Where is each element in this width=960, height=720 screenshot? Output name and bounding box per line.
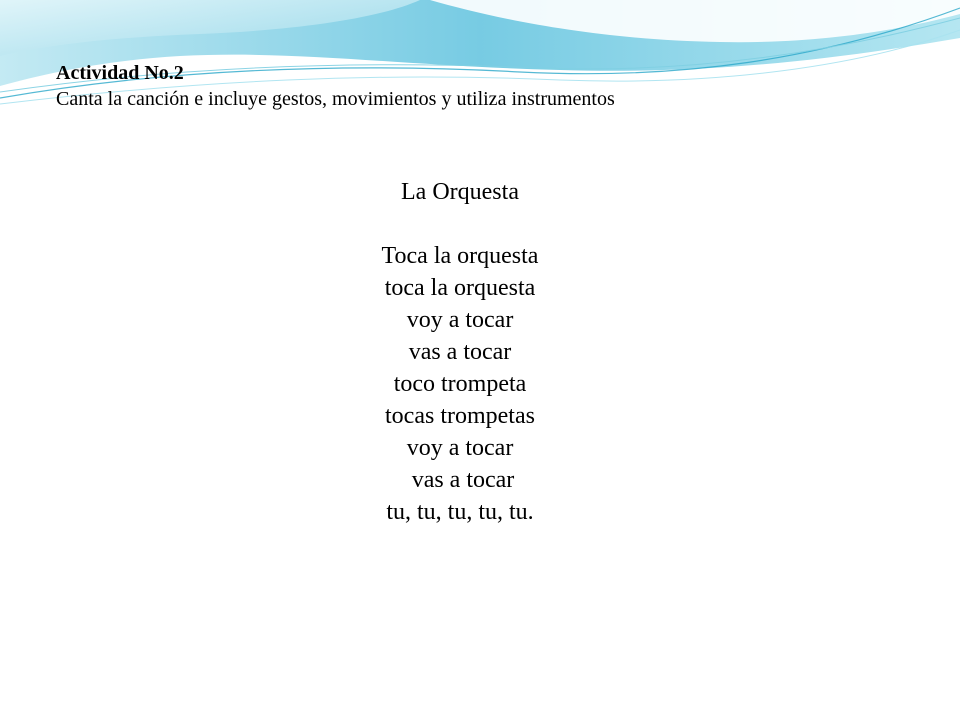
song-line: Toca la orquesta xyxy=(381,243,539,269)
activity-title: Actividad No.2 xyxy=(56,62,184,84)
song-line: tu, tu, tu, tu, tu. xyxy=(386,499,534,525)
song-line: voy a tocar xyxy=(406,435,514,461)
activity-block xyxy=(56,60,916,112)
song-line: vas a tocar xyxy=(408,339,512,365)
song-line: tocas trompetas xyxy=(385,403,535,429)
song-line: vas a tocar xyxy=(405,467,515,493)
song-block xyxy=(270,176,650,528)
song-line: voy a tocar xyxy=(406,307,514,333)
song-line: toco trompeta xyxy=(393,371,527,397)
song-line: toca la orquesta xyxy=(384,275,536,301)
song-lyrics xyxy=(270,240,650,528)
activity-instruction: Canta la canción e incluye gestos, movimientos y utiliza instrumentos xyxy=(56,88,615,110)
song-title: La Orquesta xyxy=(401,179,519,205)
